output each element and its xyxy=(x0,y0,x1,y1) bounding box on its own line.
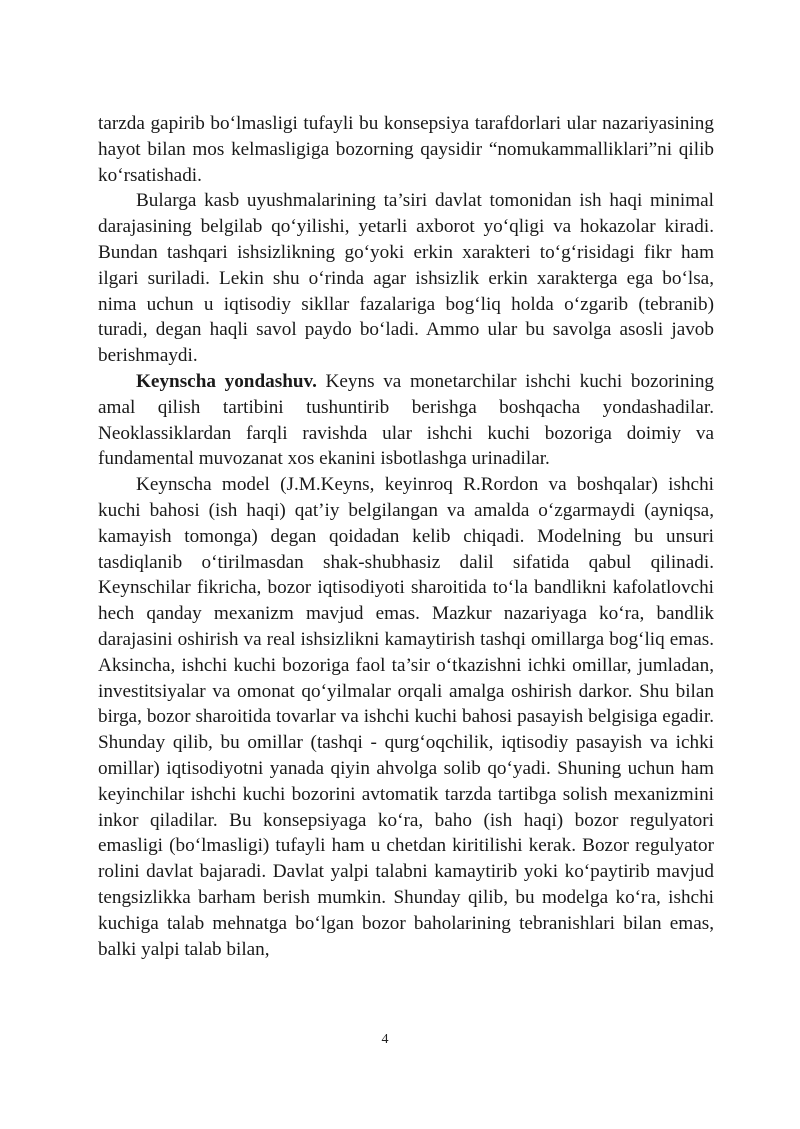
section-heading: Keynscha yondashuv. xyxy=(136,370,317,392)
paragraph-text: Bularga kasb uyushmalarining ta’siri davlat tomonidan ish haqi minimal darajasining belgilab qo‘yilishi, yetarli axborot yo‘qligi va hokazolar kiradi. Bundan tashqari ishsizlikning go‘yoki erkin xarakteri to‘g‘risidagi fikr ham ilgari suriladi. Lekin shu o‘rinda agar ishsizlik erkin xarakterga ega bo‘lsa, nima uchun u iqtisodiy sikllar fazalariga bog‘liq holda o‘zgarib (tebranib) turadi, degan haqli savol paydo bo‘ladi. Ammo ular bu savolga asosli javob berishmaydi. xyxy=(98,190,714,367)
paragraph-intro xyxy=(98,111,714,188)
page-number: 4 xyxy=(381,1032,389,1047)
paragraph-text: tarzda gapirib bo‘lmasligi tufayli bu konsepsiya tarafdorlari ular nazariyasining hayot bilan mos kelmasligiga bozorning qaysidir “nomukammalliklari”ni qilib ko‘rsatishadi. xyxy=(98,113,714,186)
page-body xyxy=(98,111,714,962)
paragraph-examples xyxy=(98,188,714,369)
paragraph-text: Keynscha model (J.M.Keyns, keyinroq R.Rordon va boshqalar) ishchi kuchi bahosi (ish haqi) qat’iy belgilangan va amalda o‘zgarmaydi (ayniqsa, kamayish tomonga) degan qoidadan kelib chiqadi. Modelning bu unsuri tasdiqlanib o‘tirilmasdan shak-shubhasiz dalil sifatida qabul qilinadi. Keynschilar fikricha, bozor iqtisodiyoti sharoitida to‘la bandlikni kafolatlovchi hech qanday mexanizm mavjud emas. Mazkur nazariyaga ko‘ra, bandlik darajasini oshirish va real ishsizlikni kamaytirish tashqi omillarga bog‘liq emas. Aksincha, ishchi kuchi bozoriga faol ta’sir o‘tkazishni ichki omillar, jumladan, investitsiyalar va omonat qo‘yilmalar orqali amalga oshirish darkor. Shu bilan birga, bozor sharoitida tovarlar va ishchi kuchi bahosi pasayish belgisiga egadir. Shunday qilib, bu omillar (tashqi - qurg‘oqchilik, iqtisodiy pasayish va ichki omillar) iqtisodiyotni yanada qiyin ahvolga solib qo‘yadi. Shuning uchun ham keyinchilar ishchi kuchi bozorini avtomatik tarzda tartibga solish mexanizmini inkor qiladilar. Bu konsepsiyaga ko‘ra, baho (ish haqi) bozor regulyatori emasligi (bo‘lmasligi) tufayli ham u chetdan kiritilishi kerak. Bozor regulyator rolini davlat bajaradi. Davlat yalpi talabni kamaytirib yoki ko‘paytirib mavjud tengsizlikka barham berish mumkin. Shunday qilib, bu modelga ko‘ra, ishchi kuchiga talab mehnatga bo‘lgan bozor baholarining tebranishlari bilan emas, balki yalpi talab bilan, xyxy=(98,474,714,960)
paragraph-text: Keyns va monetarchilar ishchi kuchi bozorining amal qilish tartibini tushuntirib berishga boshqacha yondashadilar. Neoklassiklardan farqli ravishda ular ishchi kuchi bozoriga doimiy va fundamental muvozanat xos ekanini isbotlashga urinadilar. xyxy=(98,370,715,470)
paragraph-keynesian-approach xyxy=(98,369,714,472)
paragraph-keynesian-model xyxy=(98,472,714,962)
